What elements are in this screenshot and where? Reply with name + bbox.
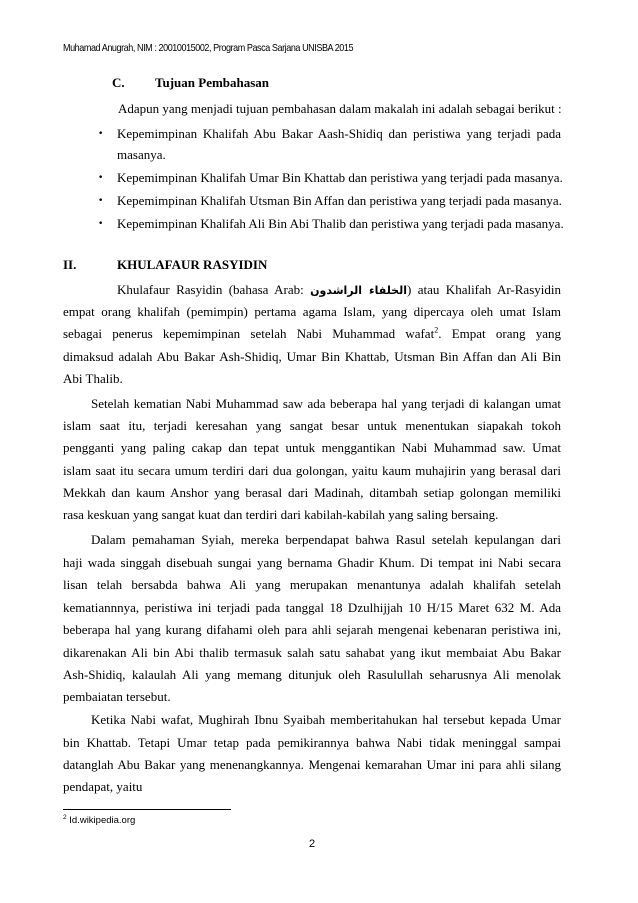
paragraph-1-line-3-start: sebagai penerus kepemimpinan setelah Nabi Muhammad wafat [63,326,435,341]
paragraph-2-line-2: islam saat itu, terjadi keresahan yang sangat besar untuk menentukan siapakah tokoh [63,418,561,433]
paragraph-3-line-3: lisan telah bersabda bahwa Ali yang merupakan menantunya adalah khalifah setelah [63,577,561,592]
section-c-intro: Adapun yang menjadi tujuan pembahasan dalam makalah ini adalah sebagai berikut : [118,101,562,116]
bullet-item-4: Kepemimpinan Khalifah Ali Bin Abi Thalib dan peristiwa yang terjadi pada masanya. [117,216,564,231]
paragraph-1-line-3-end: . Empat orang yang [438,326,561,341]
footnote-number: 2 [63,813,67,821]
paragraph-3-line-5: beberapa hal yang kurang difahami oleh para ahli sejarah mengenai kebenaran peristiwa ini, [63,622,561,637]
paragraph-2-line-4: islam saat itu secara umum terdiri dari dua golongan, yaitu kaum muhajirin yang berasal dari [63,463,561,478]
paragraph-1-line-1-start: Khulafaur Rasyidin (bahasa Arab: [117,282,304,297]
bullet-icon: • [98,196,104,206]
paragraph-1-line-1-end: ) atau Khalifah Ar-Rasyidin [407,282,561,297]
paragraph-2-line-5: Mekkah dan kaum Anshor yang berasal dari Madinah, ditambah setiap golongan memiliki [63,485,561,500]
bullet-item-1-line2: masanya. [117,147,166,162]
paragraph-3-line-1: Dalam pemahaman Syiah, mereka berpendapat bahwa Rasul setelah kepulangan dari [91,532,561,547]
arabic-term: الخلفاء الراشدون [310,284,408,297]
footnote [63,815,135,826]
section-c-marker: C. [112,75,125,90]
bullet-icon: • [98,173,104,183]
paragraph-1-line-5: Abi Thalib. [63,371,123,386]
paragraph-2-line-1: Setelah kematian Nabi Muhammad saw ada beberapa hal yang terjadi di kalangan umat [91,396,561,411]
paragraph-1-line-3-text [63,326,561,341]
paragraph-1-line-1 [117,282,561,299]
paragraph-3-line-8: pembaiatan tersebut. [63,689,171,704]
paragraph-2-line-3: pengganti yang paling cakap dan tepat untuk menggantikan Nabi Muhammad saw. Umat [63,440,561,455]
footnote-text: Id.wikipedia.org [69,815,136,826]
paragraph-3-line-7: Ash-Shidiq, kalaulah Ali yang memang ditunjuk oleh Rasulullah seharusnya Ali menolak [63,667,561,682]
paragraph-4-line-3: datanglah Abu Bakar yang menenangkannya. Mengenai kemarahan Umar ini para ahli silang [63,757,561,772]
bullet-item-1-line1: Kepemimpinan Khalifah Abu Bakar Aash-Shidiq dan peristiwa yang terjadi pada [117,126,561,141]
paragraph-4-line-1: Ketika Nabi wafat, Mughirah Ibnu Syaibah memberitahukan hal tersebut kepada Umar [91,712,561,727]
footnote-divider [63,809,231,810]
section-ii-marker: II. [63,257,77,272]
paragraph-1-line-4: dimaksud adalah Abu Bakar Ash-Shidiq, Umar Bin Khattab, Utsman Bin Affan dan Ali Bin [63,349,561,364]
bullet-item-2: Kepemimpinan Khalifah Umar Bin Khattab dan peristiwa yang terjadi pada masanya. [117,170,563,185]
bullet-item-3: Kepemimpinan Khalifah Utsman Bin Affan dan peristiwa yang terjadi pada masanya. [117,193,562,208]
bullet-icon: • [98,129,104,139]
paragraph-3-line-4: kematiannnya, peristiwa ini terjadi pada tanggal 18 Dzulhijjah 10 H/15 Maret 632 M. Ada [63,600,561,615]
paragraph-4-line-2: bin Khattab. Tetapi Umar tetap pada pemikirannya bahwa Nabi tidak meninggal sampai [63,735,561,750]
paragraph-1-line-3 [63,326,561,343]
bullet-icon: • [98,219,104,229]
paragraph-3-line-2: haji wada singgah disebuah sungai yang bernama Ghadir Khum. Di tempat ini Nabi secara [63,555,561,570]
footnote-ref[interactable]: 2 [434,326,439,335]
section-ii-title: KHULAFAUR RASYIDIN [117,257,268,272]
paragraph-2-line-6: rasa keskuan yang sangat kuat dan terdiri dari kabilah-kabilah yang saling bersaing. [63,507,499,522]
running-header: Muhamad Anugrah, NIM : 20010015002, Program Pasca Sarjana UNISBA 2015 [63,42,354,54]
paragraph-4-line-4: pendapat, yaitu [63,779,143,794]
section-c-title: Tujuan Pembahasan [155,75,270,90]
paragraph-1-line-2: empat orang khalifah (pemimpin) pertama agama Islam, yang dipercaya oleh umat Islam [63,304,561,319]
page-number: 2 [309,838,316,850]
paragraph-3-line-6: dikarenakan Ali bin Abi thalib termasuk salah satu sahabat yang ikut membaiat Abu Bakar [63,645,561,660]
